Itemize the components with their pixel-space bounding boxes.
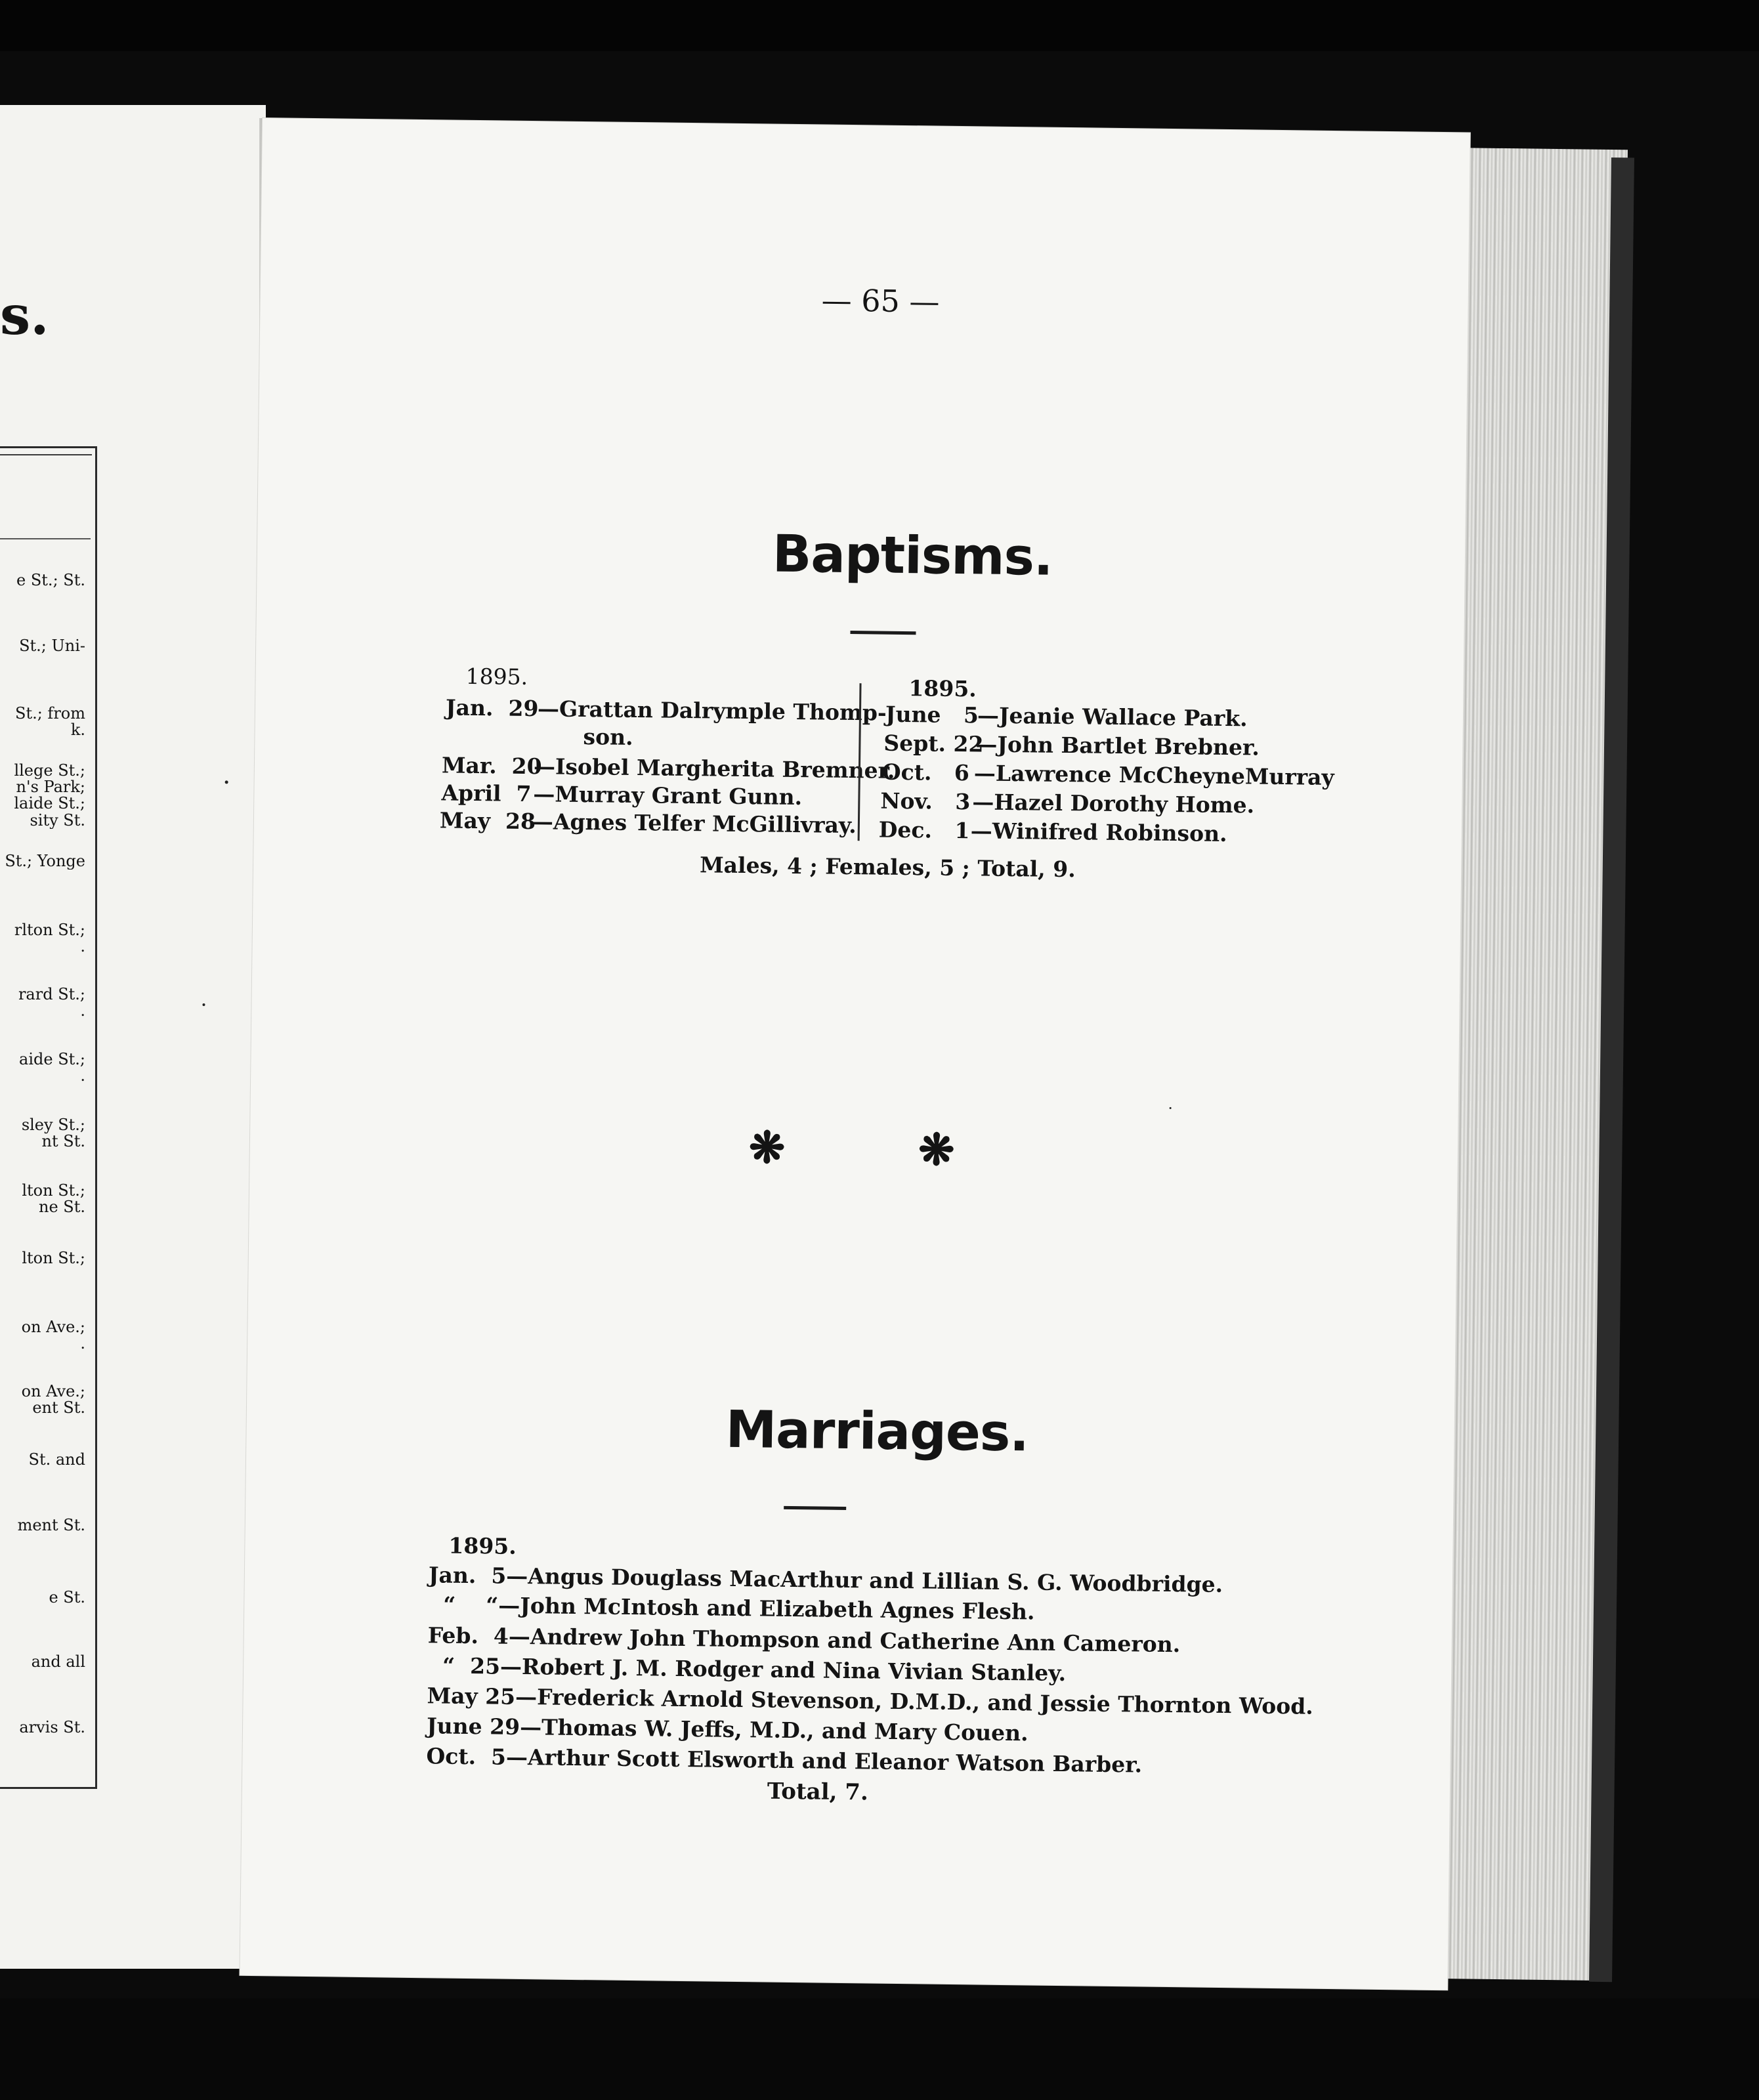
marriages-heading: Marriages. [725, 1400, 1029, 1463]
left-page-text-fragment: St.; Uni- [19, 638, 85, 655]
left-page-text-fragment: sley St.; nt St. [21, 1117, 85, 1150]
left-page-table-rule [0, 454, 92, 455]
left-page-text-fragment: ment St. [17, 1517, 85, 1534]
baptism-entry-name: —Lawrence McCheyneMurray [973, 760, 1334, 791]
left-page-text-fragment: St.; from k. [15, 705, 85, 739]
baptisms-rule [850, 631, 916, 635]
bottom-dark-band [0, 1998, 1759, 2100]
baptism-entry-date: Nov. 3 [880, 788, 971, 815]
marriage-entry: “ “—John McIntosh and Elizabeth Agnes Flesh. [428, 1591, 1035, 1625]
page-number: — 65 — [821, 282, 940, 320]
marriage-entry: “ 25—Robert J. M. Rodger and Nina Vivian Stanley. [427, 1652, 1067, 1687]
paper-speck [225, 780, 228, 784]
baptism-entry-date: Dec. 1 [878, 816, 970, 844]
baptism-entry-date: Oct. 6 [881, 759, 970, 786]
baptisms-left-year: 1895. [465, 663, 528, 690]
baptism-entry-name: son. [583, 724, 633, 750]
baptism-entry-name: —Agnes Telfer McGillivray. [531, 808, 857, 839]
marriage-entry: Oct. 5—Arthur Scott Elsworth and Eleanor Watson Barber. [426, 1743, 1143, 1778]
marriages-total: Total, 7. [767, 1778, 869, 1806]
baptism-entry-date: Jan. 29 [445, 694, 539, 722]
marriage-entry: June 29—Thomas W. Jeffs, M.D., and Mary Couen. [426, 1713, 1028, 1746]
left-page-text-fragment: St. and [28, 1452, 85, 1469]
left-page-heading-fragment: s. [0, 284, 49, 347]
left-page-text-fragment: e St. [49, 1589, 85, 1606]
left-page-text-fragment: lton St.; [22, 1250, 85, 1267]
marriage-entry: Jan. 5—Angus Douglass MacArthur and Lillian S. G. Woodbridge. [428, 1562, 1223, 1598]
baptism-entry-name: —Grattan Dalrymple Thomp- [537, 696, 887, 726]
baptism-entry-date: April 7 [441, 780, 532, 807]
left-page-text-fragment: St.; Yonge [5, 853, 85, 870]
baptism-entry-date: Mar. 20 [441, 752, 542, 780]
paper-speck [1170, 1107, 1172, 1109]
baptism-entry-name: —Murray Grant Gunn. [533, 781, 803, 810]
baptisms-totals: Males, 4 ; Females, 5 ; Total, 9. [699, 852, 1076, 883]
left-page-table-rule [0, 538, 91, 539]
left-page-text-fragment: aide St.; . [19, 1051, 85, 1085]
left-page-text-fragment: rlton St.; . [14, 922, 85, 956]
baptism-entry-date: May 28 [439, 807, 536, 835]
baptism-entry-name: —Hazel Dorothy Home. [972, 789, 1255, 818]
left-page-text-fragment: lton St.; ne St. [22, 1183, 85, 1216]
baptism-entry-name: —Jeanie Wallace Park. [977, 702, 1248, 732]
section-ornament: ❋ ❋ [748, 1122, 1014, 1177]
marriage-entry: Feb. 4—Andrew John Thompson and Catherine Ann Cameron. [427, 1622, 1181, 1658]
baptism-entry-name: —Winifred Robinson. [970, 818, 1227, 847]
left-page-text-fragment: rard St.; . [18, 986, 85, 1020]
left-page-text-fragment: on Ave.; ent St. [21, 1383, 85, 1417]
marriage-entry: May 25—Frederick Arnold Stevenson, D.M.D., and Jessie Thornton Wood. [427, 1683, 1314, 1719]
left-page-text-fragment: on Ave.; . [21, 1319, 85, 1353]
left-page-text-fragment: e St.; St. [16, 572, 85, 589]
marriages-year: 1895. [448, 1532, 517, 1559]
marriages-rule [784, 1506, 846, 1510]
baptisms-right-year: 1895. [908, 675, 977, 702]
baptisms-heading: Baptisms. [772, 524, 1053, 587]
paper-speck [202, 1003, 205, 1006]
baptism-entry-date: June 5 [885, 701, 979, 728]
baptism-entry-name: —John Bartlet Brebner. [975, 731, 1260, 761]
baptism-entry-date: Sept. 22 [883, 730, 984, 757]
baptism-entry-name: —Isobel Margherita Bremner. [533, 753, 895, 784]
top-dark-band [0, 0, 1759, 51]
left-page-text-fragment: arvis St. [19, 1719, 85, 1736]
left-page-text-fragment: and all [31, 1654, 85, 1671]
left-page-text-fragment: llege St.; n's Park; laide St.; sity St. [14, 763, 85, 829]
main-page [240, 118, 1470, 1990]
